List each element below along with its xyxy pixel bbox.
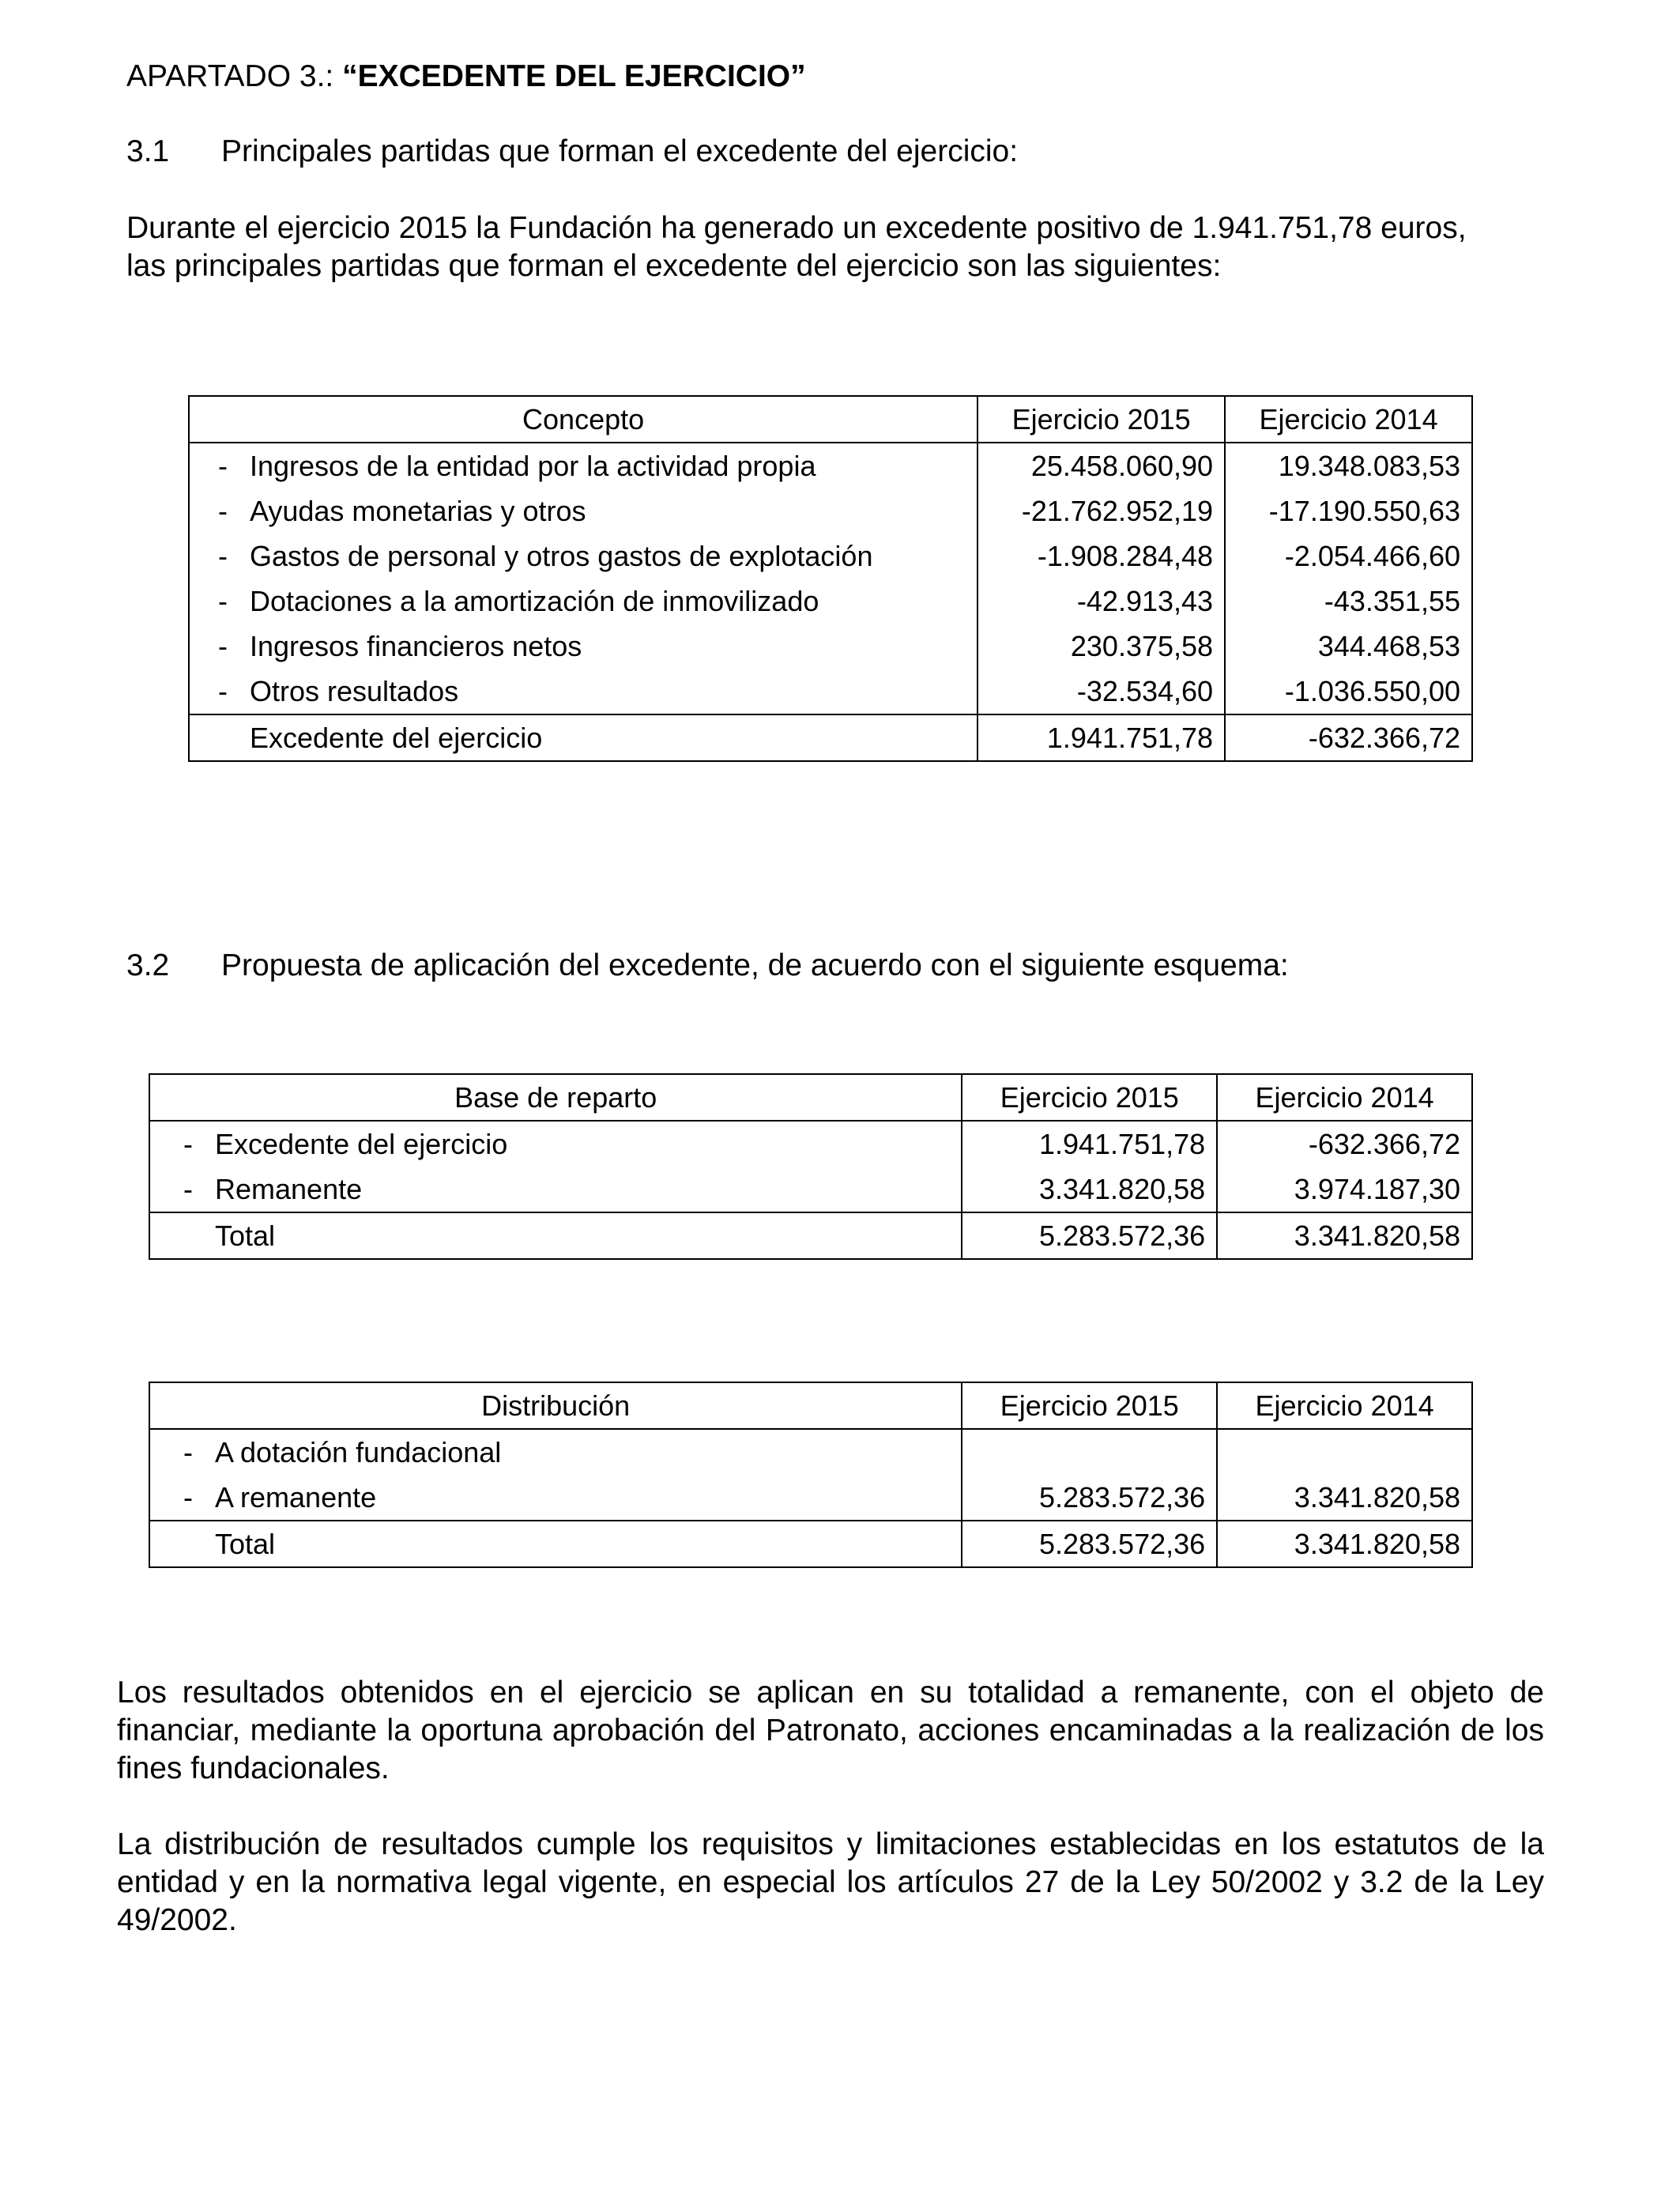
table-row — [149, 1475, 1472, 1521]
row-concept — [149, 1475, 962, 1521]
total-2015: 1.941.751,78 — [977, 714, 1225, 761]
row-label: Dotaciones a la amortización de inmovilizado — [250, 584, 819, 617]
column-header: Base de reparto — [149, 1074, 962, 1121]
total-label: Total — [149, 1212, 962, 1259]
total-2014: 3.341.820,58 — [1217, 1212, 1472, 1259]
total-2015: 5.283.572,36 — [962, 1212, 1217, 1259]
table-row — [149, 1429, 1472, 1475]
row-concept — [189, 488, 977, 533]
section-1-title: Principales partidas que forman el excedente del ejercicio: — [221, 134, 1019, 168]
row-concept — [189, 443, 977, 488]
table-row — [189, 533, 1472, 579]
column-header: Ejercicio 2015 — [977, 396, 1225, 443]
column-header: Ejercicio 2015 — [962, 1074, 1217, 1121]
row-value-2014: -17.190.550,63 — [1225, 488, 1472, 533]
total-2015: 5.283.572,36 — [962, 1521, 1217, 1567]
row-concept — [189, 669, 977, 714]
row-value-2014: -1.036.550,00 — [1225, 669, 1472, 714]
total-label: Excedente del ejercicio — [189, 714, 977, 761]
total-label: Total — [149, 1521, 962, 1567]
row-value-2015: -42.913,43 — [977, 579, 1225, 624]
bullet-dash: - — [218, 674, 228, 707]
column-header: Concepto — [189, 396, 977, 443]
table-header-row — [189, 396, 1472, 443]
section-1-intro-line2: las principales partidas que forman el excedente del ejercicio son las siguientes: — [126, 249, 1222, 283]
table-total-row — [189, 714, 1472, 761]
row-value-2014: -2.054.466,60 — [1225, 533, 1472, 579]
table-row — [149, 1167, 1472, 1212]
heading-prefix: APARTADO 3.: — [126, 59, 343, 93]
heading-title: “EXCEDENTE DEL EJERCICIO” — [342, 59, 806, 93]
closing-paragraph-1: Los resultados obtenidos en el ejercicio se aplican en su totalidad a remanente, con el objeto de financiar, mediante la oportuna aprobación del Patronato, acciones encaminadas a la realización de los fines fundacionales. — [117, 1676, 1544, 1785]
bullet-dash: - — [218, 539, 228, 572]
bullet-dash: - — [218, 494, 228, 527]
row-label: Gastos de personal y otros gastos de explotación — [250, 539, 873, 572]
section-1-number: 3.1 — [126, 134, 170, 168]
table-row — [149, 1121, 1472, 1167]
table-row — [189, 624, 1472, 669]
column-header: Ejercicio 2014 — [1217, 1382, 1472, 1429]
section-2-title: Propuesta de aplicación del excedente, de acuerdo con el siguiente esquema: — [221, 948, 1289, 982]
bullet-dash: - — [183, 1127, 193, 1160]
row-value-2015: 3.341.820,58 — [962, 1167, 1217, 1212]
bullet-dash: - — [183, 1172, 193, 1205]
table-row — [189, 488, 1472, 533]
row-value-2014: -632.366,72 — [1217, 1121, 1472, 1167]
row-concept — [149, 1121, 962, 1167]
row-value-2015: 25.458.060,90 — [977, 443, 1225, 488]
bullet-dash: - — [183, 1435, 193, 1468]
row-value-2015: 5.283.572,36 — [962, 1475, 1217, 1521]
section-1-intro-line1: Durante el ejercicio 2015 la Fundación ha generado un excedente positivo de 1.941.751,78 euros, — [126, 211, 1467, 245]
row-label: Ayudas monetarias y otros — [250, 494, 586, 527]
distribucion-table — [149, 1382, 1473, 1568]
page-heading — [126, 59, 806, 94]
row-value-2014 — [1217, 1429, 1472, 1475]
row-label: Excedente del ejercicio — [215, 1127, 508, 1160]
excedente-table — [188, 395, 1473, 762]
row-value-2014: 19.348.083,53 — [1225, 443, 1472, 488]
row-label: Otros resultados — [250, 674, 459, 707]
row-concept — [189, 624, 977, 669]
row-value-2015: -32.534,60 — [977, 669, 1225, 714]
row-value-2014: -43.351,55 — [1225, 579, 1472, 624]
row-value-2015: 1.941.751,78 — [962, 1121, 1217, 1167]
total-2014: -632.366,72 — [1225, 714, 1472, 761]
table-row — [189, 579, 1472, 624]
bullet-dash: - — [218, 449, 228, 482]
row-concept — [189, 579, 977, 624]
closing-paragraph-2: La distribución de resultados cumple los requisitos y limitaciones establecidas en los estatutos de la entidad y en la normativa legal vigente, en especial los artículos 27 de la Ley 50/2002 y 3.2 de la Ley 49/2002. — [117, 1827, 1544, 1937]
row-value-2014: 3.974.187,30 — [1217, 1167, 1472, 1212]
row-value-2015: -1.908.284,48 — [977, 533, 1225, 579]
row-value-2015: 230.375,58 — [977, 624, 1225, 669]
table-total-row — [149, 1521, 1472, 1567]
row-value-2014: 3.341.820,58 — [1217, 1475, 1472, 1521]
bullet-dash: - — [183, 1480, 193, 1514]
row-value-2014: 344.468,53 — [1225, 624, 1472, 669]
table-header-row — [149, 1382, 1472, 1429]
total-2014: 3.341.820,58 — [1217, 1521, 1472, 1567]
base-reparto-table — [149, 1073, 1473, 1260]
row-label: Ingresos financieros netos — [250, 629, 582, 662]
column-header: Ejercicio 2015 — [962, 1382, 1217, 1429]
row-value-2015 — [962, 1429, 1217, 1475]
table-row — [189, 669, 1472, 714]
column-header: Distribución — [149, 1382, 962, 1429]
row-label: Ingresos de la entidad por la actividad propia — [250, 449, 816, 482]
column-header: Ejercicio 2014 — [1225, 396, 1472, 443]
row-value-2015: -21.762.952,19 — [977, 488, 1225, 533]
table-row — [189, 443, 1472, 488]
row-label: A remanente — [215, 1480, 377, 1514]
row-concept — [189, 533, 977, 579]
table-total-row — [149, 1212, 1472, 1259]
table-header-row — [149, 1074, 1472, 1121]
section-2-number: 3.2 — [126, 948, 170, 982]
row-concept — [149, 1429, 962, 1475]
row-label: Remanente — [215, 1172, 363, 1205]
row-concept — [149, 1167, 962, 1212]
column-header: Ejercicio 2014 — [1217, 1074, 1472, 1121]
row-label: A dotación fundacional — [215, 1435, 502, 1468]
bullet-dash: - — [218, 629, 228, 662]
bullet-dash: - — [218, 584, 228, 617]
